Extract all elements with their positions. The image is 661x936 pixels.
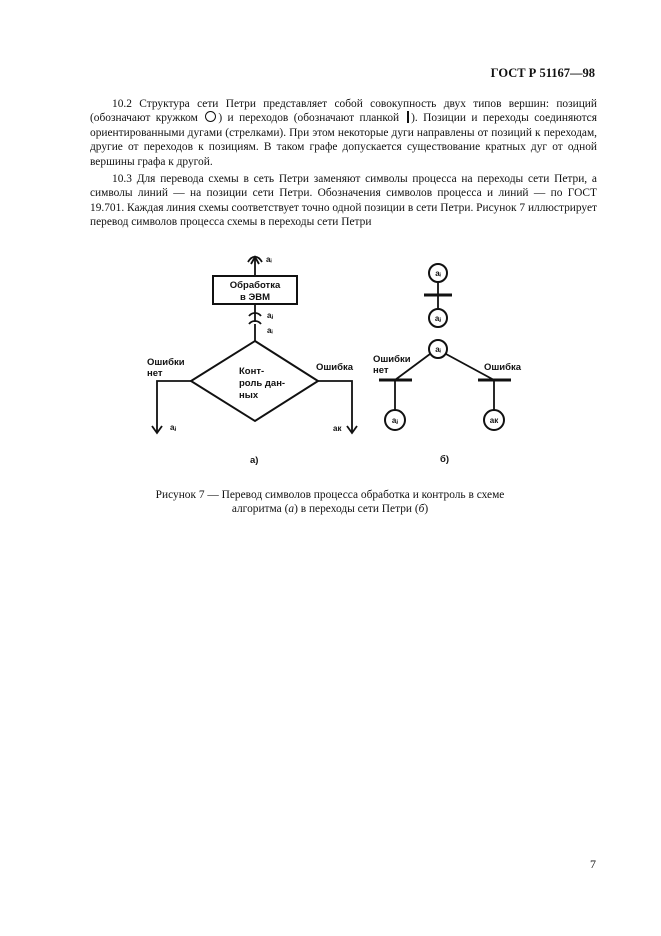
caption-part-2: ) в переходы сети Петри (: [294, 502, 419, 515]
caption-part-1: алгоритма (: [231, 502, 289, 515]
paragraph-10-3-text: 10.3 Для перевода схемы в сеть Петри заменяют символы процесса на переходы сети Петри, а символы линий — на позиции сети Петри. Обозначения символов процесса и линий — по ГОСТ 19.701. Каждая линия схемы соответствует точно одной позиции в сети Петри. Рисунок 7 иллюстрирует перевод символов процесса схемы в переходы сети Петри: [90, 173, 597, 229]
label-b-aj: aⱼ: [434, 314, 442, 323]
page-number: 7: [590, 857, 596, 871]
figure-b-petri-net: [379, 264, 511, 430]
caption-line-2: [100, 503, 560, 517]
figure-a-labels: [147, 255, 354, 466]
figure-b-sublabel: б): [440, 454, 450, 465]
label-b-ai-decision: aᵢ: [435, 345, 441, 354]
label-b-ak-bottom: aк: [489, 416, 499, 425]
label-b-error: Ошибка: [484, 362, 522, 373]
process-label-2: в ЭВМ: [239, 292, 271, 303]
paragraph-10-2-part2: ) и переходов (обозначают планкой: [218, 112, 400, 125]
decision-label-2: роль дан-: [239, 378, 286, 389]
label-a-aj-bottom: aⱼ: [170, 423, 177, 432]
caption-part-3: ): [424, 502, 429, 515]
standard-header: ГОСТ Р 51167—98: [490, 66, 595, 80]
decision-label-3: ных: [239, 390, 259, 401]
paragraph-10-2-part3: ). Позиции и переходы соединяются ориентированными дугами (стрелками). При этом некоторые дуги направлены от позиций к переходам, другие от переходов к позициям. В таком графе допускается существование кратных дуг от одной вершины графа к другой.: [90, 112, 597, 168]
caption-line-1: Рисунок 7 — Перевод символов процесса обработка и контроль в схеме: [155, 489, 505, 501]
label-a-no-errors-2: нет: [147, 368, 163, 379]
figure-b-labels: [373, 269, 522, 465]
label-b-ai-top: aᵢ: [435, 269, 441, 278]
paragraph-10-2-part1: 10.2 Структура сети Петри представляет собой совокупность двух типов вершин: позиций (обозначают кружком: [90, 98, 597, 125]
figure-caption: [100, 489, 560, 516]
caption-ref-a: а: [288, 502, 295, 515]
label-a-ai-mid: aᵢ: [267, 326, 273, 335]
label-a-ak-bottom: aк: [333, 424, 342, 433]
label-a-no-errors-1: Ошибки: [147, 357, 185, 368]
label-b-no-errors-1: Ошибки: [373, 354, 411, 365]
label-a-ai-top: aᵢ: [266, 255, 272, 264]
label-b-no-errors-2: нет: [373, 365, 389, 376]
figure-a-sublabel: а): [250, 455, 259, 466]
label-a-error: Ошибка: [316, 362, 354, 373]
label-b-aj-bottom: aⱼ: [391, 416, 399, 425]
caption-ref-b: б: [418, 502, 425, 515]
decision-label-1: Конт-: [239, 366, 265, 377]
line-break-mid2: [249, 321, 261, 324]
process-label-1: Обработка: [229, 280, 281, 291]
label-a-aj-mid: aⱼ: [267, 311, 274, 320]
